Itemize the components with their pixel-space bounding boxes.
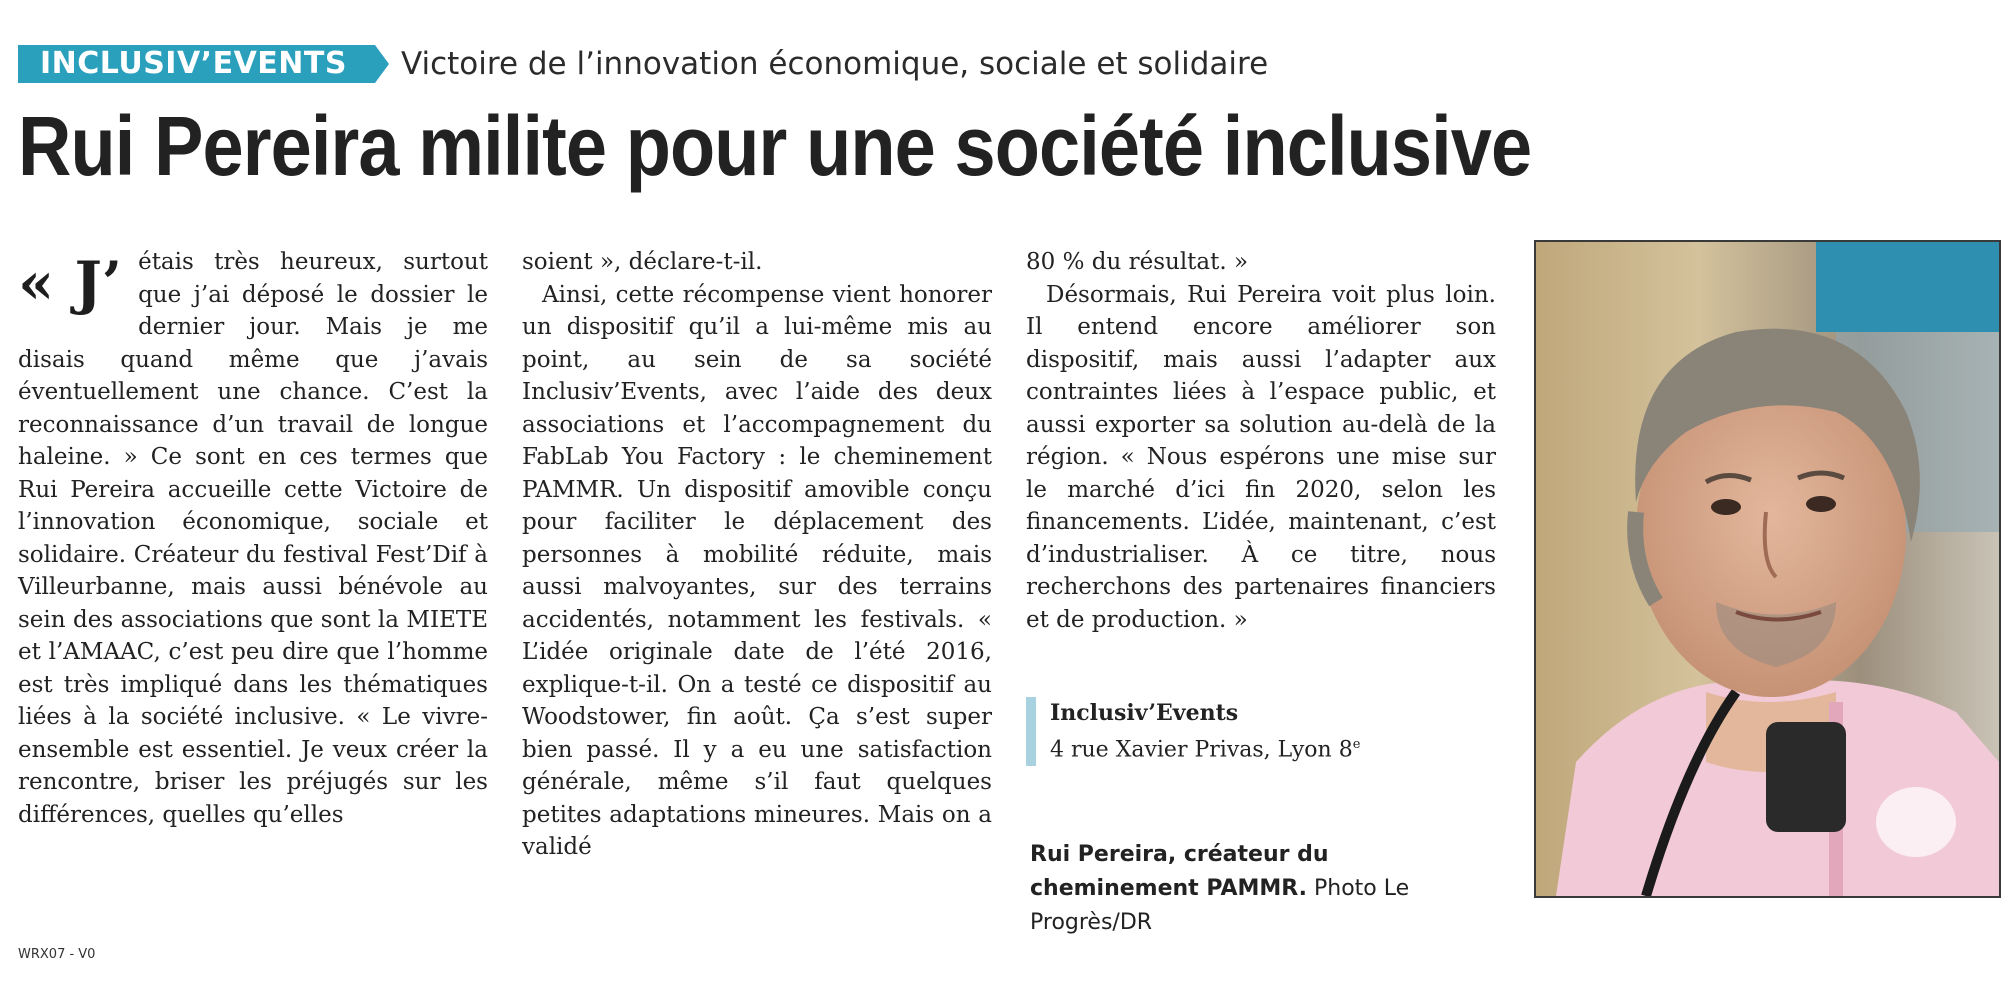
kicker xyxy=(18,44,1268,84)
photo-caption xyxy=(1030,838,1500,940)
address-box xyxy=(1026,697,1360,766)
article-column-3 xyxy=(1026,246,1496,636)
article-column-1 xyxy=(18,246,488,831)
paragraph: soient », déclare-t-il. xyxy=(522,249,763,275)
photo-credit: Photo Le Progrès/DR xyxy=(1030,876,1410,935)
headline: Rui Pereira milite pour une société inclusive xyxy=(18,99,1532,193)
caption-text: Rui Pereira, créateur du cheminement PAMMR. xyxy=(1030,842,1329,901)
paragraph-text: étais très heureux, surtout que j’ai déposé le dossier le dernier jour. Mais je me disais quand même que j’avais éventuellement une chance. C’est la reconnaissance d’un travail de longue haleine. » Ce sont en ces termes que Rui Pereira accueille cette Victoire de l’innovation économique, sociale et solidaire. Créateur du festival Fest’Dif à Villeurbanne, mais aussi bénévole au sein des associations que sont la MIETE et l’AMAAC, c’est peu dire que l’homme est très impliqué dans les thématiques liées à la société inclusive. « Le vivre-ensemble est essentiel. Je veux créer la rencontre, briser les préjugés sur les différences, quelles qu’elles xyxy=(18,249,488,828)
street: 4 rue Xavier Privas, Lyon 8 xyxy=(1050,737,1353,763)
paragraph: Désormais, Rui Pereira voit plus loin. Il entend encore améliorer son dispositif, mais aussi l’adapter aux contraintes liées à l’espace public, et aussi exporter sa solution au-delà de la région. « Nous espérons une mise sur le marché d’ici fin 2020, selon les financements. L’idée, maintenant, c’est d’industrialiser. À ce titre, nous recherchons des partenaires financiers et de production. » xyxy=(1026,281,1496,633)
paragraph: Ainsi, cette récompense vient honorer un dispositif qu’il a lui-même mis au point, au sein de sa société Inclusiv’Events, avec l’aide des deux associations et l’accompagnement du FabLab You Factory : le cheminement PAMMR. Un dispositif amovible conçu pour faciliter le déplacement des personnes à mobilité réduite, mais aussi malvoyantes, sur des terrains accidentés, notamment les festivals. « L’idée originale date de l’été 2016, explique-t-il. On a testé ce dispositif au Woodstower, fin août. Ça s’est super bien passé. Il y a eu une satisfaction générale, même s’il faut quelques petites adaptations mineures. Mais on a validé xyxy=(522,281,992,860)
paragraph: 80 % du résultat. » xyxy=(1026,249,1249,275)
drop-quote: « J’ xyxy=(18,249,123,317)
portrait-photo-icon xyxy=(1536,242,1999,896)
paragraph xyxy=(18,246,488,831)
section-tag: INCLUSIV’EVENTS xyxy=(18,45,375,83)
page-footer-code: WRX07 - V0 xyxy=(18,947,96,962)
kicker-subtitle: Victoire de l’innovation économique, sociale et solidaire xyxy=(400,46,1269,82)
company-address xyxy=(1050,729,1360,766)
article-column-2 xyxy=(522,246,992,864)
company-name: Inclusiv’Events xyxy=(1050,700,1239,726)
portrait-photo xyxy=(1534,240,2001,898)
arrondissement-sup: e xyxy=(1352,737,1361,752)
